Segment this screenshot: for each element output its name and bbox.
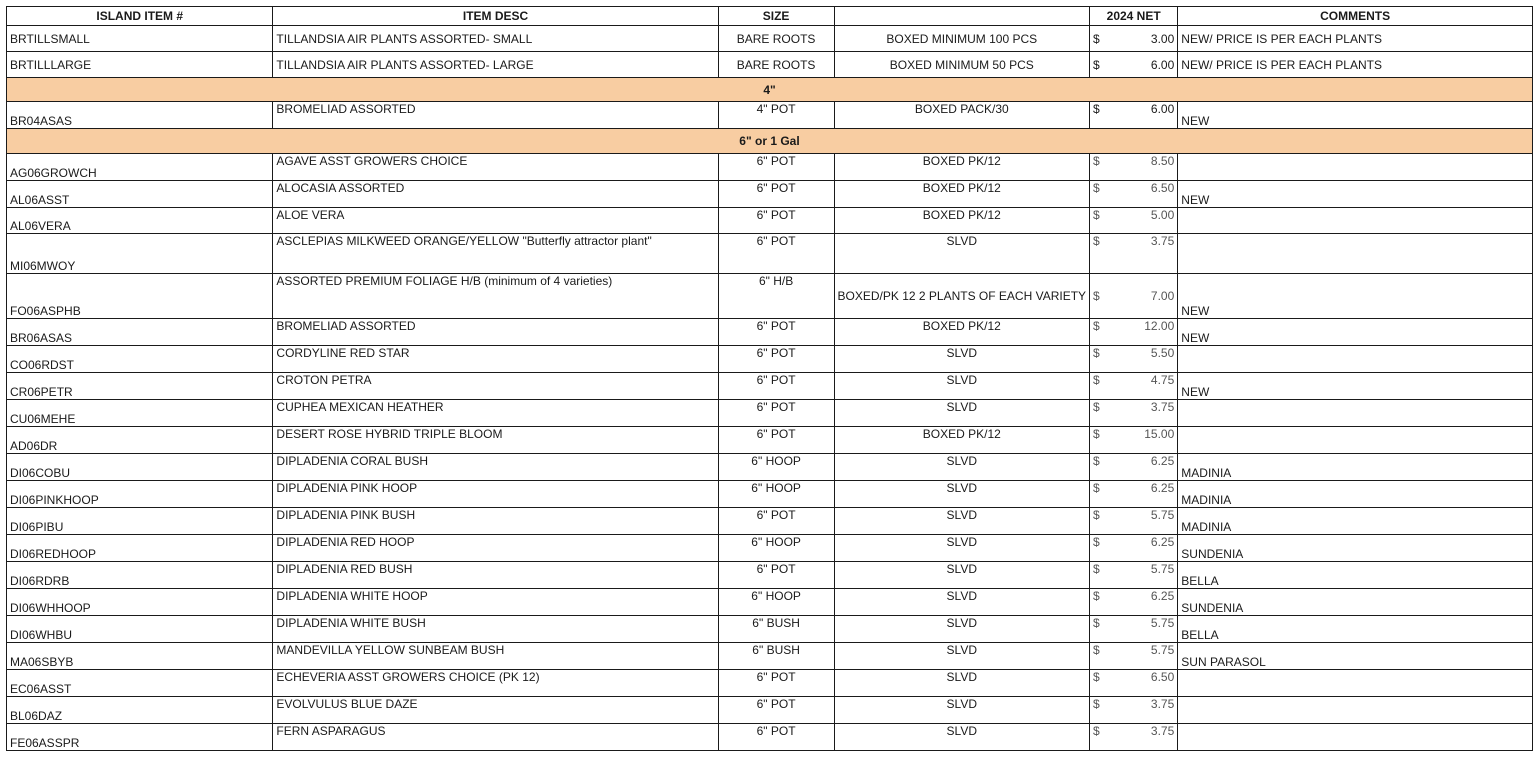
cell-size[interactable]: 6" H/B	[718, 274, 834, 319]
cell-comments[interactable]: NEW	[1178, 319, 1533, 346]
price-value	[1093, 697, 1174, 711]
price-value	[1093, 643, 1174, 657]
cell-size[interactable]: 6" HOOP	[718, 454, 834, 481]
cell-2024-net[interactable]	[1090, 154, 1178, 181]
cell-item-number[interactable]: AL06ASST	[7, 181, 273, 208]
table-row	[7, 589, 1533, 616]
header-size[interactable]: SIZE	[718, 7, 834, 26]
currency-symbol: $	[1093, 454, 1100, 468]
currency-symbol: $	[1093, 481, 1100, 495]
currency-symbol: $	[1093, 289, 1100, 303]
price-amount: 5.75	[1150, 562, 1175, 576]
table-row	[7, 274, 1533, 319]
price-amount: 8.50	[1150, 154, 1175, 168]
cell-pack[interactable]: SLVD	[834, 508, 1090, 535]
cell-size[interactable]: BARE ROOTS	[718, 26, 834, 52]
cell-comments[interactable]: SUN PARASOL	[1178, 643, 1533, 670]
cell-pack[interactable]: SLVD	[834, 616, 1090, 643]
header-pack[interactable]	[834, 7, 1090, 26]
price-amount: 12.00	[1144, 319, 1175, 333]
cell-2024-net[interactable]	[1090, 181, 1178, 208]
currency-symbol: $	[1093, 57, 1100, 72]
cell-2024-net[interactable]	[1090, 670, 1178, 697]
cell-item-desc[interactable]: ALOCASIA ASSORTED	[273, 181, 718, 208]
cell-item-number[interactable]: BL06DAZ	[7, 697, 273, 724]
cell-item-number[interactable]: DI06REDHOOP	[7, 535, 273, 562]
cell-comments[interactable]: MADINIA	[1178, 508, 1533, 535]
cell-item-desc[interactable]: EVOLVULUS BLUE DAZE	[273, 697, 718, 724]
table-row	[7, 234, 1533, 274]
cell-item-number[interactable]: MI06MWOY	[7, 234, 273, 274]
cell-comments[interactable]: NEW	[1178, 274, 1533, 319]
cell-pack[interactable]: BOXED MINIMUM 50 PCS	[834, 52, 1090, 78]
cell-comments[interactable]: MADINIA	[1178, 481, 1533, 508]
cell-item-desc[interactable]: ASSORTED PREMIUM FOLIAGE H/B (minimum of 4 varieties)	[273, 274, 718, 319]
cell-2024-net[interactable]	[1090, 589, 1178, 616]
cell-size[interactable]: 6" BUSH	[718, 616, 834, 643]
cell-item-desc[interactable]: AGAVE ASST GROWERS CHOICE	[273, 154, 718, 181]
cell-2024-net[interactable]	[1090, 427, 1178, 454]
cell-item-desc[interactable]: TILLANDSIA AIR PLANTS ASSORTED- SMALL	[273, 26, 718, 52]
cell-comments[interactable]	[1178, 427, 1533, 454]
currency-symbol: $	[1093, 373, 1100, 387]
price-value	[1093, 373, 1174, 387]
cell-item-number[interactable]: AG06GROWCH	[7, 154, 273, 181]
cell-pack[interactable]: SLVD	[834, 234, 1090, 274]
cell-comments[interactable]: SUNDENIA	[1178, 535, 1533, 562]
table-row	[7, 616, 1533, 643]
cell-item-number[interactable]: BRTILLSMALL	[7, 26, 273, 52]
cell-item-desc[interactable]: DIPLADENIA RED HOOP	[273, 535, 718, 562]
currency-symbol: $	[1093, 31, 1100, 46]
cell-pack[interactable]: BOXED PK/12	[834, 427, 1090, 454]
cell-2024-net[interactable]	[1090, 562, 1178, 589]
price-amount: 6.25	[1150, 454, 1175, 468]
cell-item-desc[interactable]: DIPLADENIA PINK HOOP	[273, 481, 718, 508]
cell-item-number[interactable]: BR06ASAS	[7, 319, 273, 346]
currency-symbol: $	[1093, 319, 1100, 333]
table-row	[7, 481, 1533, 508]
cell-comments[interactable]: MADINIA	[1178, 454, 1533, 481]
price-amount: 6.25	[1150, 481, 1175, 495]
cell-size[interactable]: 6" POT	[718, 427, 834, 454]
currency-symbol: $	[1093, 346, 1100, 360]
section-header-row	[7, 78, 1533, 102]
cell-2024-net[interactable]	[1090, 535, 1178, 562]
cell-item-number[interactable]: FE06ASSPR	[7, 724, 273, 751]
cell-2024-net[interactable]	[1090, 373, 1178, 400]
price-value	[1093, 58, 1174, 72]
table-row	[7, 102, 1533, 129]
cell-2024-net[interactable]	[1090, 274, 1178, 319]
currency-symbol: $	[1093, 724, 1100, 738]
cell-pack[interactable]: SLVD	[834, 562, 1090, 589]
price-value	[1093, 427, 1174, 441]
currency-symbol: $	[1093, 400, 1100, 414]
cell-pack[interactable]: BOXED PK/12	[834, 208, 1090, 234]
price-amount: 15.00	[1144, 427, 1175, 441]
cell-comments[interactable]: NEW	[1178, 373, 1533, 400]
header-comments[interactable]: COMMENTS	[1178, 7, 1533, 26]
table-row	[7, 373, 1533, 400]
currency-symbol: $	[1093, 102, 1100, 116]
cell-2024-net[interactable]	[1090, 724, 1178, 751]
cell-comments[interactable]	[1178, 346, 1533, 373]
price-amount: 5.00	[1150, 208, 1175, 222]
cell-2024-net[interactable]	[1090, 643, 1178, 670]
cell-size[interactable]: 6" POT	[718, 346, 834, 373]
price-value	[1093, 616, 1174, 630]
cell-item-desc[interactable]: ASCLEPIAS MILKWEED ORANGE/YELLOW "Butterfly attractor plant"	[273, 234, 718, 274]
currency-symbol: $	[1093, 234, 1100, 248]
cell-item-number[interactable]: DI06PINKHOOP	[7, 481, 273, 508]
price-value	[1093, 234, 1174, 248]
cell-item-number[interactable]: DI06PIBU	[7, 508, 273, 535]
cell-comments[interactable]: SUNDENIA	[1178, 589, 1533, 616]
cell-pack[interactable]: SLVD	[834, 724, 1090, 751]
cell-item-number[interactable]: DI06RDRB	[7, 562, 273, 589]
cell-size[interactable]: 6" POT	[718, 670, 834, 697]
price-amount: 5.50	[1150, 346, 1175, 360]
cell-size[interactable]: 6" POT	[718, 400, 834, 427]
cell-pack[interactable]: SLVD	[834, 643, 1090, 670]
table-row	[7, 154, 1533, 181]
cell-item-number[interactable]: CU06MEHE	[7, 400, 273, 427]
price-amount: 6.50	[1150, 181, 1175, 195]
price-amount: 6.00	[1150, 102, 1175, 116]
cell-item-number[interactable]: DI06WHBU	[7, 616, 273, 643]
currency-symbol: $	[1093, 616, 1100, 630]
price-value	[1093, 670, 1174, 684]
cell-comments[interactable]	[1178, 697, 1533, 724]
cell-comments[interactable]: NEW	[1178, 181, 1533, 208]
price-amount: 5.75	[1150, 643, 1175, 657]
cell-size[interactable]: 6" POT	[718, 154, 834, 181]
cell-pack[interactable]: SLVD	[834, 373, 1090, 400]
price-amount: 7.00	[1150, 289, 1175, 303]
cell-size[interactable]: 6" HOOP	[718, 481, 834, 508]
cell-size[interactable]: 6" POT	[718, 234, 834, 274]
table-row	[7, 508, 1533, 535]
table-row	[7, 697, 1533, 724]
price-value	[1093, 102, 1174, 116]
price-value	[1093, 32, 1174, 46]
price-value	[1093, 208, 1174, 222]
cell-pack[interactable]: SLVD	[834, 346, 1090, 373]
table-row	[7, 52, 1533, 78]
cell-item-desc[interactable]: ALOE VERA	[273, 208, 718, 234]
price-value	[1093, 154, 1174, 168]
cell-item-desc[interactable]: CUPHEA MEXICAN HEATHER	[273, 400, 718, 427]
table-row	[7, 454, 1533, 481]
cell-item-desc[interactable]: BROMELIAD ASSORTED	[273, 102, 718, 129]
price-value	[1093, 724, 1174, 738]
cell-comments[interactable]	[1178, 154, 1533, 181]
cell-pack[interactable]: SLVD	[834, 670, 1090, 697]
cell-2024-net[interactable]	[1090, 102, 1178, 129]
cell-2024-net[interactable]	[1090, 208, 1178, 234]
price-amount: 3.75	[1150, 234, 1175, 248]
cell-item-number[interactable]: BRTILLLARGE	[7, 52, 273, 78]
cell-item-number[interactable]: EC06ASST	[7, 670, 273, 697]
cell-2024-net[interactable]	[1090, 346, 1178, 373]
cell-item-number[interactable]: MA06SBYB	[7, 643, 273, 670]
currency-symbol: $	[1093, 154, 1100, 168]
header-2024-net[interactable]: 2024 NET	[1090, 7, 1178, 26]
cell-item-number[interactable]: AL06VERA	[7, 208, 273, 234]
table-row	[7, 643, 1533, 670]
currency-symbol: $	[1093, 181, 1100, 195]
cell-comments[interactable]	[1178, 400, 1533, 427]
cell-size[interactable]: 6" POT	[718, 373, 834, 400]
cell-item-desc[interactable]: CORDYLINE RED STAR	[273, 346, 718, 373]
price-amount: 6.25	[1150, 589, 1175, 603]
cell-2024-net[interactable]	[1090, 400, 1178, 427]
price-list-table	[6, 6, 1533, 751]
cell-item-desc[interactable]: CROTON PETRA	[273, 373, 718, 400]
table-row	[7, 26, 1533, 52]
cell-comments[interactable]	[1178, 234, 1533, 274]
cell-item-number[interactable]: BR04ASAS	[7, 102, 273, 129]
cell-2024-net[interactable]	[1090, 234, 1178, 274]
price-amount: 6.50	[1150, 670, 1175, 684]
header-item-desc[interactable]: ITEM DESC	[273, 7, 718, 26]
cell-item-number[interactable]: CO06RDST	[7, 346, 273, 373]
currency-symbol: $	[1093, 508, 1100, 522]
cell-2024-net[interactable]	[1090, 26, 1178, 52]
table-row	[7, 724, 1533, 751]
table-row	[7, 562, 1533, 589]
cell-item-number[interactable]: CR06PETR	[7, 373, 273, 400]
cell-size[interactable]: 6" HOOP	[718, 535, 834, 562]
cell-2024-net[interactable]	[1090, 697, 1178, 724]
cell-comments[interactable]: BELLA	[1178, 562, 1533, 589]
header-item-number[interactable]: ISLAND ITEM #	[7, 7, 273, 26]
price-value	[1093, 562, 1174, 576]
cell-size[interactable]: 4" POT	[718, 102, 834, 129]
price-amount: 6.25	[1150, 535, 1175, 549]
cell-pack[interactable]: SLVD	[834, 535, 1090, 562]
cell-2024-net[interactable]	[1090, 616, 1178, 643]
cell-item-desc[interactable]: ECHEVERIA ASST GROWERS CHOICE (PK 12)	[273, 670, 718, 697]
cell-size[interactable]: 6" POT	[718, 319, 834, 346]
cell-pack[interactable]: BOXED PACK/30	[834, 102, 1090, 129]
price-value	[1093, 589, 1174, 603]
cell-comments[interactable]: NEW/ PRICE IS PER EACH PLANTS	[1178, 52, 1533, 78]
table-row	[7, 319, 1533, 346]
cell-2024-net[interactable]	[1090, 52, 1178, 78]
cell-item-desc[interactable]: DIPLADENIA WHITE BUSH	[273, 616, 718, 643]
cell-size[interactable]: 6" POT	[718, 724, 834, 751]
cell-comments[interactable]	[1178, 670, 1533, 697]
cell-size[interactable]: 6" POT	[718, 697, 834, 724]
cell-item-desc[interactable]: MANDEVILLA YELLOW SUNBEAM BUSH	[273, 643, 718, 670]
cell-2024-net[interactable]	[1090, 481, 1178, 508]
price-value	[1093, 346, 1174, 360]
table-row	[7, 400, 1533, 427]
cell-size[interactable]: 6" POT	[718, 208, 834, 234]
table-row	[7, 535, 1533, 562]
cell-pack[interactable]: SLVD	[834, 400, 1090, 427]
currency-symbol: $	[1093, 589, 1100, 603]
price-amount: 3.75	[1150, 724, 1175, 738]
table-row	[7, 346, 1533, 373]
cell-item-desc[interactable]: TILLANDSIA AIR PLANTS ASSORTED- LARGE	[273, 52, 718, 78]
cell-comments[interactable]: NEW	[1178, 102, 1533, 129]
cell-item-desc[interactable]: DIPLADENIA WHITE HOOP	[273, 589, 718, 616]
currency-symbol: $	[1093, 562, 1100, 576]
section-label[interactable]: 4"	[7, 78, 1533, 102]
price-amount: 6.00	[1150, 57, 1175, 72]
cell-size[interactable]: 6" HOOP	[718, 589, 834, 616]
cell-item-desc[interactable]: FERN ASPARAGUS	[273, 724, 718, 751]
currency-symbol: $	[1093, 427, 1100, 441]
cell-2024-net[interactable]	[1090, 319, 1178, 346]
price-value	[1093, 181, 1174, 195]
cell-pack[interactable]: SLVD	[834, 454, 1090, 481]
cell-item-desc[interactable]: DESERT ROSE HYBRID TRIPLE BLOOM	[273, 427, 718, 454]
header-row	[7, 7, 1533, 26]
price-value	[1093, 508, 1174, 522]
cell-pack[interactable]: BOXED PK/12	[834, 319, 1090, 346]
cell-item-number[interactable]: AD06DR	[7, 427, 273, 454]
section-header-row	[7, 129, 1533, 154]
cell-item-desc[interactable]: DIPLADENIA CORAL BUSH	[273, 454, 718, 481]
price-value	[1093, 481, 1174, 495]
currency-symbol: $	[1093, 697, 1100, 711]
table-row	[7, 181, 1533, 208]
cell-comments[interactable]	[1178, 208, 1533, 234]
price-amount: 5.75	[1150, 616, 1175, 630]
cell-size[interactable]: 6" POT	[718, 181, 834, 208]
cell-comments[interactable]: BELLA	[1178, 616, 1533, 643]
cell-pack[interactable]: SLVD	[834, 589, 1090, 616]
cell-2024-net[interactable]	[1090, 454, 1178, 481]
currency-symbol: $	[1093, 670, 1100, 684]
cell-item-desc[interactable]: DIPLADENIA RED BUSH	[273, 562, 718, 589]
cell-pack[interactable]: SLVD	[834, 481, 1090, 508]
cell-size[interactable]: 6" POT	[718, 508, 834, 535]
price-amount: 3.00	[1150, 31, 1175, 46]
price-amount: 3.75	[1150, 400, 1175, 414]
cell-2024-net[interactable]	[1090, 508, 1178, 535]
cell-pack[interactable]: BOXED/PK 12 2 PLANTS OF EACH VARIETY	[834, 274, 1090, 319]
currency-symbol: $	[1093, 535, 1100, 549]
cell-pack[interactable]: BOXED PK/12	[834, 154, 1090, 181]
cell-pack[interactable]: SLVD	[834, 697, 1090, 724]
cell-comments[interactable]: NEW/ PRICE IS PER EACH PLANTS	[1178, 26, 1533, 52]
price-value	[1093, 400, 1174, 414]
section-label[interactable]: 6" or 1 Gal	[7, 129, 1533, 154]
price-value	[1093, 535, 1174, 549]
price-value	[1093, 454, 1174, 468]
cell-size[interactable]: 6" BUSH	[718, 643, 834, 670]
cell-size[interactable]: 6" POT	[718, 562, 834, 589]
table-row	[7, 427, 1533, 454]
cell-pack[interactable]: BOXED PK/12	[834, 181, 1090, 208]
cell-item-desc[interactable]: BROMELIAD ASSORTED	[273, 319, 718, 346]
cell-item-number[interactable]: DI06WHHOOP	[7, 589, 273, 616]
cell-item-number[interactable]: FO06ASPHB	[7, 274, 273, 319]
currency-symbol: $	[1093, 208, 1100, 222]
price-amount: 5.75	[1150, 508, 1175, 522]
price-value	[1093, 319, 1174, 333]
cell-comments[interactable]	[1178, 724, 1533, 751]
currency-symbol: $	[1093, 643, 1100, 657]
price-amount: 3.75	[1150, 697, 1175, 711]
table-row	[7, 208, 1533, 234]
table-row	[7, 670, 1533, 697]
cell-item-number[interactable]: DI06COBU	[7, 454, 273, 481]
price-value	[1093, 289, 1174, 303]
cell-size[interactable]: BARE ROOTS	[718, 52, 834, 78]
cell-item-desc[interactable]: DIPLADENIA PINK BUSH	[273, 508, 718, 535]
price-amount: 4.75	[1150, 373, 1175, 387]
cell-pack[interactable]: BOXED MINIMUM 100 PCS	[834, 26, 1090, 52]
